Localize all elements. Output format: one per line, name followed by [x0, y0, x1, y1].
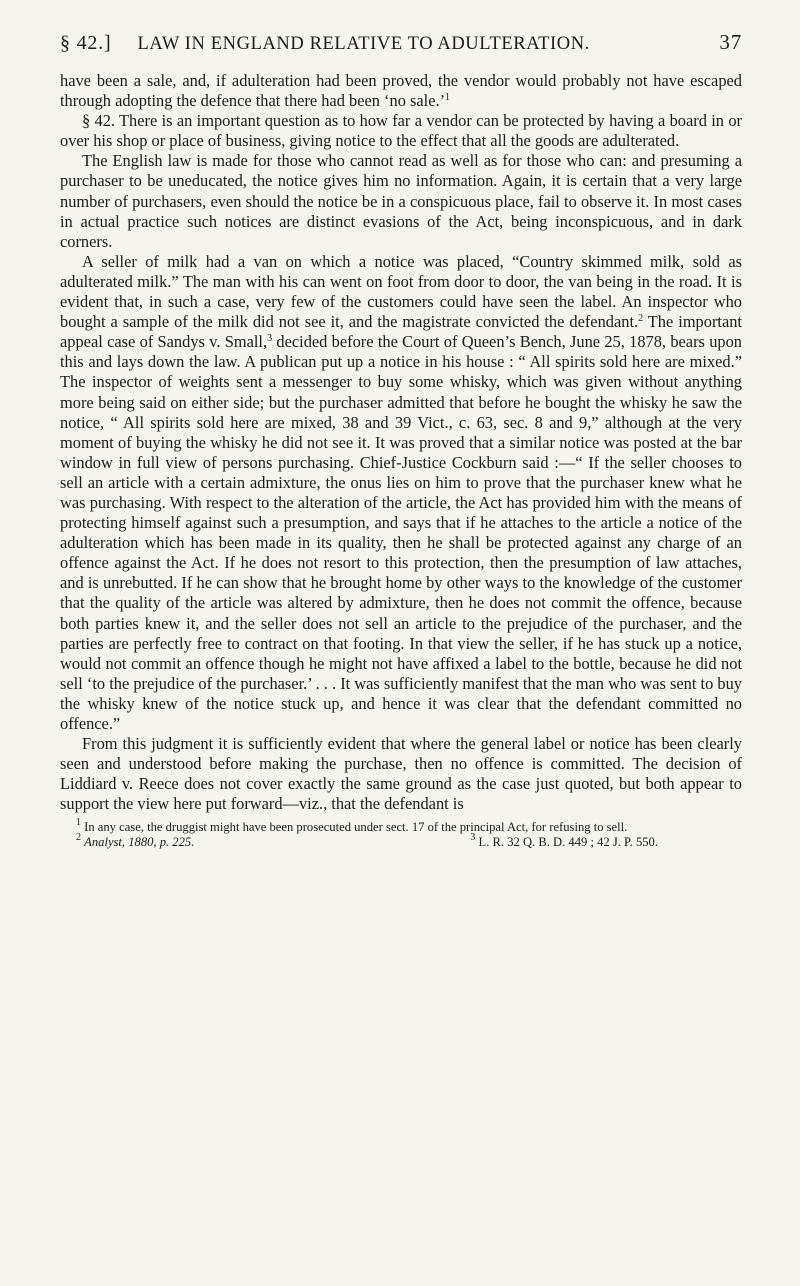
paragraph-text: have been a sale, and, if adulteration had been proved, the vendor would probably not have escaped through adopting the defence that there had been ‘no sale.’: [60, 71, 742, 111]
footnote-3: [470, 832, 658, 850]
footnote-ref-2: 2: [638, 313, 644, 325]
page-header: [60, 30, 742, 55]
footnote-1: [60, 817, 742, 835]
footnotes: [60, 817, 742, 850]
paragraph-text: decided before the Court of Queen’s Bench, June 25, 1878, bears upon this and lays down the law. A publican put up a notice in his house : “ All spirits sold here are mixed.” The inspector of weights sent a messenger to buy some whisky, which was given without anything more being said on either side; but the purchaser admitted that before he bought the whisky he saw the notice, “ All spirits sold here are mixed, 38 and 39 Vict., c. 63, sec. 8 and 9,” although at the very moment of buying the whisky he did not see it. It was proved that a similar notice was posted at the bar window in full view of persons purchasing. Chief-Justice Cockburn said :—“ If the seller chooses to sell an article with a certain admixture, the onus lies on him to prove that the purchaser knew what he was purchasing. With respect to the alteration of the article, the Act has provided him with the means of protecting himself against such a presumption, and says that if he attaches to the article a notice of the adulteration which has been made in its quality, then he shall be protected against any charge of an offence against the Act. If he does not resort to this protection, then the presumption of law attaches, and is unrebutted. If he can show that he brought home by other ways to the knowledge of the customer that the quality of the article was altered by admixture, then he does not commit the offence, because both parties knew it, and the seller does not sell an article to the prejudice of the purchaser, and the parties are perfectly free to contract on that footing. In that view the seller, if he has stuck up a notice, would not commit an offence though he might not have affixed a label to the bottle, because he did not sell ‘to the prejudice of the purchaser.’ . . . It was sufficiently manifest that the man who was sent to buy the whisky knew of the notice stuck up, and hence it was clear that the defendant committed no offence.”: [60, 332, 742, 733]
footnote-row: [60, 832, 742, 850]
footnote-text: Analyst, 1880, p. 225.: [84, 835, 195, 850]
footnote-mark-2: 2: [76, 832, 81, 844]
footnote-text: L. R. 32 Q. B. D. 449 ; 42 J. P. 550.: [478, 835, 658, 850]
paragraph-text: A seller of milk had a van on which a notice was placed, “Country skimmed milk, sold as adulterated milk.” The man with his can went on foot from door to door, the van being in the road. It is evident that, in such a case, very few of the customers could have seen the label. An inspector who bought a sample of the milk did not see it, and the magistrate convicted the defendant.: [60, 251, 742, 332]
paragraph: [60, 71, 742, 111]
body-text: [60, 71, 742, 814]
paragraph-text: The important appeal case of Sandys v. Small,: [60, 312, 742, 352]
running-title: LAW IN ENGLAND RELATIVE TO ADULTERATION.: [137, 34, 590, 54]
footnote-text: In any case, the druggist might have been prosecuted under sect. 17 of the principal Act, for refusing to sell.: [84, 820, 628, 835]
page-number: 37: [719, 30, 742, 54]
paragraph: [60, 252, 742, 734]
footnote-mark-1: 1: [76, 817, 81, 829]
footnote-2: [76, 832, 195, 850]
paragraph: The English law is made for those who cannot read as well as for those who can: and presuming a purchaser to be uneducated, the notice gives him no information. Again, it is certain that a very large number of purchasers, even should the notice be in a conspicuous place, fail to observe it. In most cases in actual practice such notices are distinct evasions of the Act, being inconspicuous, and in dark corners.: [60, 151, 742, 251]
paragraph: From this judgment it is sufficiently evident that where the general label or notice has been clearly seen and understood before making the purchase, then no offence is committed. The decision of Liddiard v. Reece does not cover exactly the same ground as the case just quoted, but both appear to support the view here put forward—viz., that the defendant is: [60, 734, 742, 814]
footnote-mark-3: 3: [470, 832, 476, 844]
section-marker: § 42.]: [60, 32, 112, 54]
paragraph: § 42. There is an important question as to how far a vendor can be protected by having a board in or over his shop or place of business, giving notice to the effect that all the goods are adulterated.: [60, 111, 742, 151]
footnote-ref-3: 3: [267, 333, 273, 345]
footnote-ref-1: 1: [445, 92, 451, 104]
